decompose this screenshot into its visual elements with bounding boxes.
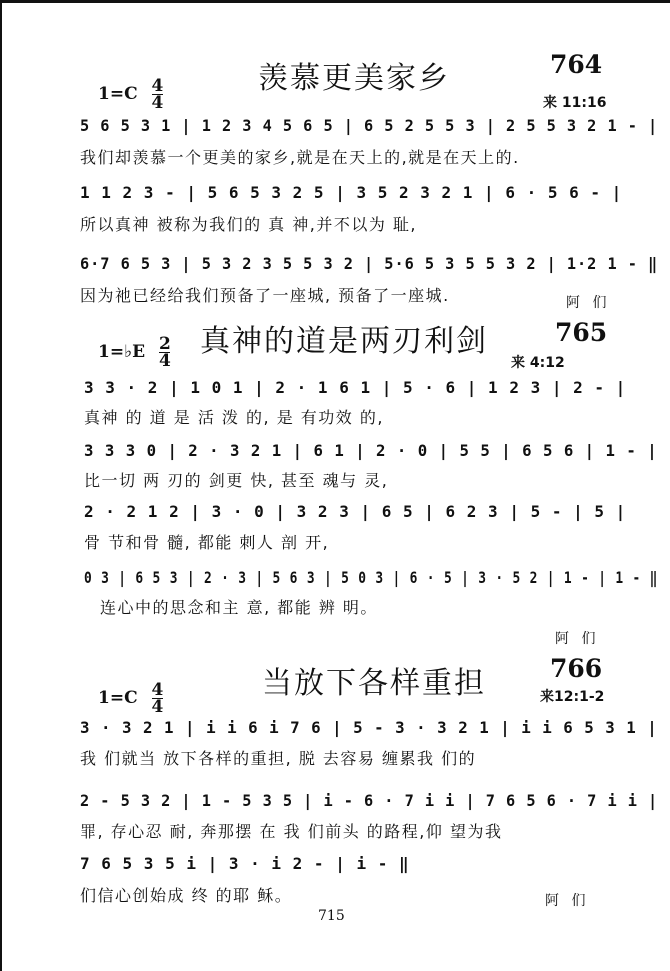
time-bottom: 4 — [158, 351, 171, 371]
key-label: 1=C — [98, 688, 138, 708]
lyric-line: 比一切 两 刃的 剑更 快, 甚至 魂与 灵, — [84, 471, 389, 490]
amen-ending: 阿 们 — [555, 631, 600, 647]
lyric-line: 连心中的思念和主 意, 都能 辨 明。 — [100, 598, 378, 617]
hymn-title: 羡慕更美家乡 — [258, 61, 450, 96]
time-signature — [159, 336, 171, 369]
scripture-reference: 来12:1-2 — [540, 689, 605, 705]
hymn-title: 当放下各样重担 — [262, 666, 486, 701]
lyric-line: 我 们就当 放下各样的重担, 脱 去容易 缠累我 们的 — [80, 749, 477, 768]
time-bottom: 4 — [151, 93, 164, 113]
notation-line: 5 6 5 3 1 | 1 2 3 4 5 6 5 | 6 5 2 5 5 3 | 2 5 5 3 2 1 - | — [80, 116, 659, 135]
key-signature — [98, 336, 171, 369]
hymn-number: 764 — [550, 50, 603, 79]
page-number: 715 — [318, 908, 345, 924]
lyric-line: 们信心创始成 终 的耶 稣。 — [80, 886, 293, 905]
lyric-line: 所以真神 被称为我们的 真 神,并不以为 耻, — [80, 215, 418, 234]
key-label: 1=C — [98, 84, 138, 104]
lyric-line: 我们却羡慕一个更美的家乡,就是在天上的,就是在天上的. — [80, 148, 520, 167]
time-signature — [152, 78, 164, 111]
time-bottom: 4 — [151, 697, 164, 717]
notation-line: 7 6 5 3 5 i | 3 · i 2 - | i - ‖ — [80, 854, 410, 873]
time-top: 2 — [158, 334, 171, 354]
time-top: 4 — [151, 680, 164, 700]
hymn-number: 765 — [555, 318, 608, 347]
notation-line: 2 - 5 3 2 | 1 - 5 3 5 | i - 6 · 7 i i | 7 6 5 6 · 7 i i | — [80, 791, 659, 810]
time-top: 4 — [151, 76, 164, 96]
key-signature — [98, 78, 163, 111]
left-border — [0, 0, 2, 971]
lyric-line: 骨 节和骨 髓, 都能 刺人 剖 开, — [84, 533, 330, 552]
scripture-reference: 来 4:12 — [511, 355, 565, 371]
lyric-line: 真神 的 道 是 活 泼 的, 是 有功效 的, — [84, 408, 384, 427]
hymn-number: 766 — [550, 654, 603, 683]
top-border — [0, 0, 670, 3]
time-signature — [152, 682, 164, 715]
notation-line: 3 3 3 0 | 2 · 3 2 1 | 6 1 | 2 · 0 | 5 5 | 6 5 6 | 1 - | — [84, 441, 658, 460]
key-signature — [98, 682, 163, 715]
notation-line: 1 1 2 3 - | 5 6 5 3 2 5 | 3 5 2 3 2 1 | 6 · 5 6 - | — [80, 183, 623, 202]
amen-ending: 阿 们 — [566, 295, 611, 311]
amen-ending: 阿 们 — [545, 893, 590, 909]
notation-line: 3 3 · 2 | 1 0 1 | 2 · 1 6 1 | 5 · 6 | 1 2 3 | 2 - | — [84, 378, 627, 397]
scripture-reference: 来 11:16 — [543, 95, 607, 111]
notation-line: 0 3 | 6 5 3 | 2 · 3 | 5 6 3 | 5 0 3 | 6 · 5 | 3 · 5 2 | 1 - | 1 - ‖ — [84, 568, 659, 587]
notation-line: 6·7 6 5 3 | 5 3 2 3 5 5 3 2 | 5·6 5 3 5 5 3 2 | 1·2 1 - ‖ — [80, 254, 659, 273]
lyric-line: 因为祂已经给我们预备了一座城, 预备了一座城. — [80, 286, 450, 305]
lyric-line: 罪, 存心忍 耐, 奔那摆 在 我 们前头 的路程,仰 望为我 — [80, 822, 503, 841]
key-label: 1=♭E — [98, 342, 146, 362]
hymn-title: 真神的道是两刃利剑 — [200, 324, 488, 359]
notation-line: 3 · 3 2 1 | i i 6 i 7 6 | 5 - 3 · 3 2 1 | i i 6 5 3 1 | — [80, 718, 658, 737]
notation-line: 2 · 2 1 2 | 3 · 0 | 3 2 3 | 6 5 | 6 2 3 | 5 - | 5 | — [84, 502, 627, 521]
